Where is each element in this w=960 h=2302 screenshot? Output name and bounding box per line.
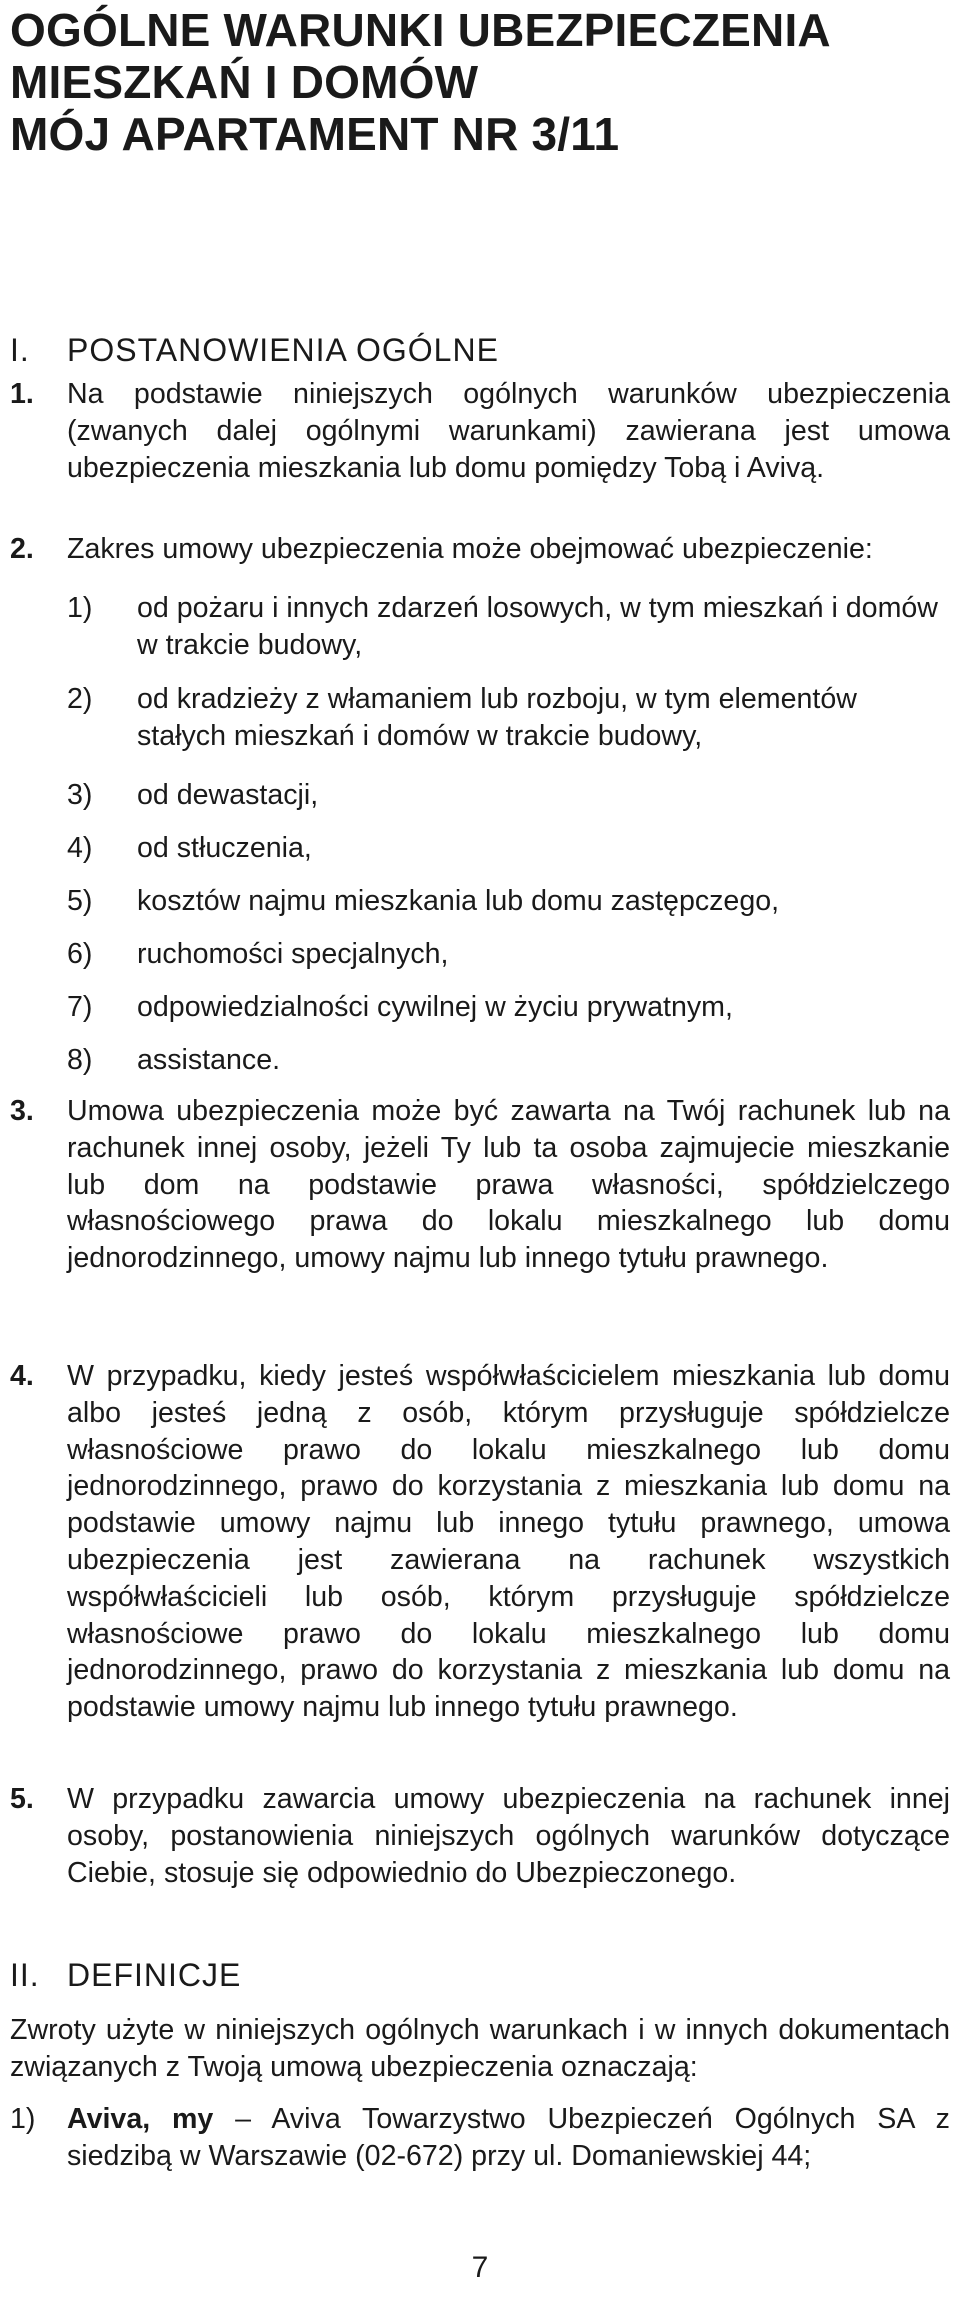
scope-list-item — [67, 883, 950, 920]
definitions-intro: Zwroty użyte w niniejszych ogólnych warunkach i w innych dokumentach związanych z Twoją umową ubezpieczenia oznaczają: — [10, 2014, 950, 2083]
scope-text: od pożaru i innych zdarzeń losowych, w tym mieszkań i domów w trakcie budowy, — [137, 592, 938, 661]
provision-item-5 — [10, 1781, 950, 1891]
scope-list-item — [67, 681, 950, 755]
provision-item-1 — [10, 376, 950, 486]
provision-text: Umowa ubezpieczenia może być zawarta na Twój rachunek lub na rachunek innej osoby, jeżeli Ty lub ta osoba zajmujecie mieszkanie lub dom na podstawie prawa własności, spółdzielczego własnościowego prawa do lokalu mieszkalnego lub domu jednorodzinnego, umowy najmu lub innego tytułu prawnego. — [67, 1095, 950, 1275]
section-heading-definitions — [10, 1955, 241, 1995]
title-line-3: MÓJ APARTAMENT NR 3/11 — [10, 108, 620, 160]
scope-list-item — [67, 590, 950, 664]
section-title: POSTANOWIENIA OGÓLNE — [67, 332, 499, 368]
provision-number: 2. — [10, 533, 34, 565]
scope-text: ruchomości specjalnych, — [137, 938, 449, 970]
section-heading-general-provisions — [10, 330, 499, 370]
provision-text: W przypadku, kiedy jesteś współwłaścicielem mieszkania lub domu albo jesteś jedną z osób, którym przysługuje spółdzielcze własnościowe prawo do lokalu mieszkalnego lub domu jednorodzinnego, prawo do korzystania z mieszkania lub domu na podstawie umowy najmu lub innego tytułu prawnego, umowa ubezpieczenia jest zawierana na rachunek wszystkich współwłaścicieli lub osób, którym przysługuje spółdzielcze własnościowe prawo do lokalu mieszkalnego lub domu jednorodzinnego, prawo do korzystania z mieszkania lub domu na podstawie umowy najmu lub innego tytułu prawnego. — [67, 1360, 950, 1724]
scope-number: 1) — [67, 592, 93, 624]
title-line-1: OGÓLNE WARUNKI UBEZPIECZENIA — [10, 4, 831, 56]
provision-text: Na podstawie niniejszych ogólnych warunków ubezpieczenia (zwanych dalej ogólnymi warunkami) zawierana jest umowa ubezpieczenia mieszkania lub domu pomiędzy Tobą i Avivą. — [67, 378, 950, 484]
provision-text: W przypadku zawarcia umowy ubezpieczenia na rachunek innej osoby, postanowienia niniejszych ogólnych warunków dotyczące Ciebie, stosuje się odpowiednio do Ubezpieczonego. — [67, 1783, 950, 1889]
scope-text: odpowiedzialności cywilnej w życiu prywatnym, — [137, 991, 733, 1023]
definition-dash: – — [213, 2103, 272, 2135]
scope-list-item — [67, 936, 950, 973]
section-number: I. — [10, 332, 30, 368]
section-number: II. — [10, 1957, 40, 1993]
document-title — [10, 4, 950, 160]
scope-number: 8) — [67, 1044, 93, 1076]
provision-text: Zakres umowy ubezpieczenia może obejmować ubezpieczenie: — [67, 533, 873, 565]
provision-item-3 — [10, 1093, 950, 1277]
definition-term: Aviva, my — [67, 2103, 214, 2135]
provision-item-2 — [10, 531, 950, 568]
scope-text: od stłuczenia, — [137, 832, 312, 864]
scope-text: od dewastacji, — [137, 779, 319, 811]
scope-number: 4) — [67, 832, 93, 864]
scope-text: assistance. — [137, 1044, 281, 1076]
definition-text — [67, 2101, 950, 2175]
scope-number: 2) — [67, 683, 93, 715]
provision-number: 3. — [10, 1095, 34, 1127]
definition-body: Aviva Towarzystwo Ubezpieczeń Ogólnych SA z siedzibą w Warszawie (02-672) przy ul. Domaniewskiej 44; — [67, 2103, 950, 2172]
definition-item-1 — [10, 2101, 950, 2175]
provision-number: 1. — [10, 378, 34, 410]
scope-list-item — [67, 1042, 950, 1079]
scope-number: 5) — [67, 885, 93, 917]
scope-list-item — [67, 989, 950, 1026]
page-number: 7 — [471, 2251, 489, 2284]
scope-list-item — [67, 777, 950, 814]
scope-list-item — [67, 830, 950, 867]
title-line-2: MIESZKAŃ I DOMÓW — [10, 56, 479, 108]
scope-text: kosztów najmu mieszkania lub domu zastępczego, — [137, 885, 780, 917]
definition-number: 1) — [10, 2103, 36, 2135]
scope-number: 7) — [67, 991, 93, 1023]
scope-text: od kradzieży z włamaniem lub rozboju, w tym elementów stałych mieszkań i domów w trakcie budowy, — [137, 683, 857, 752]
provision-item-4 — [10, 1358, 950, 1726]
section-title: DEFINICJE — [67, 1957, 242, 1993]
scope-number: 3) — [67, 779, 93, 811]
provision-number: 4. — [10, 1360, 34, 1392]
scope-number: 6) — [67, 938, 93, 970]
provision-number: 5. — [10, 1783, 34, 1815]
